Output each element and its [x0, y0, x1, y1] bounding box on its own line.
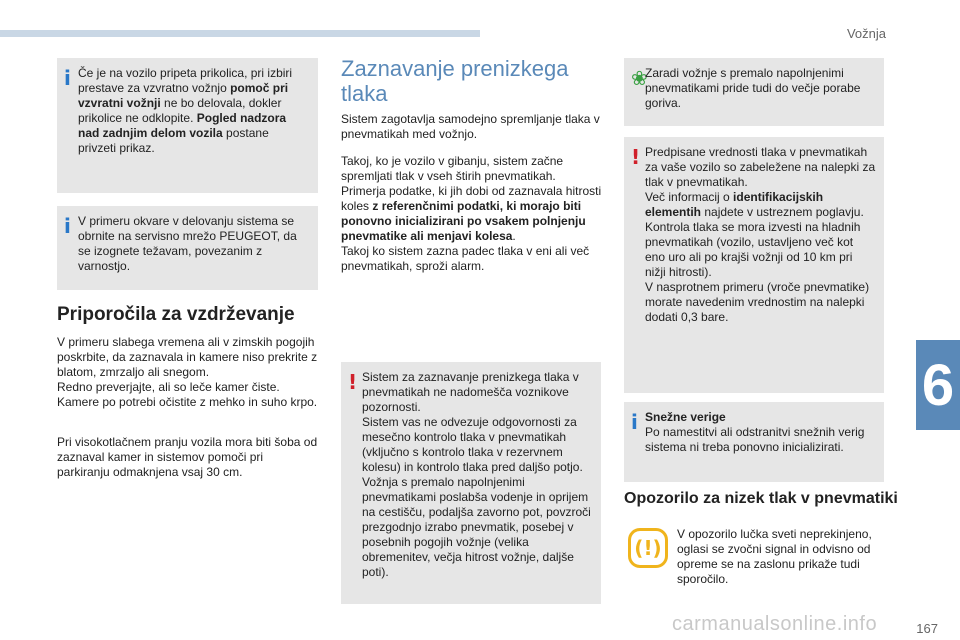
text-bold: z referenčnimi podatki, ki morajo biti ponovno inicializirani po vsakem polnjenju pnevmatike ali menjavi kolesa	[341, 199, 586, 243]
info-icon: i	[64, 214, 71, 238]
paragraph: Sistem zagotavlja samodejno spremljanje tlaka v pnevmatikah med vožnjo.	[341, 112, 600, 141]
warning-box-text	[645, 145, 876, 325]
paragraph-line	[341, 154, 603, 244]
watermark: carmanualsonline.info	[672, 613, 878, 635]
paragraph-line: Kontrola tlaka se mora izvesti na hladnih pnevmatikah (vozilo, ustavljeno več kot eno uro ali po krajši vožnji od 10 km pri nižji hitrosti).	[645, 220, 861, 279]
warning-icon: !	[631, 145, 641, 169]
info-box-text	[78, 66, 310, 156]
paragraph-line: V nasprotnem primeru (vroče pnevmatike) morate navedenim vrednostim na nalepki dodati 0,3 bare.	[645, 280, 870, 324]
section-title-tpms: Zaznavanje prenizkega tlaka	[341, 56, 569, 106]
warning-box-text	[362, 370, 593, 580]
eco-box-text: Zaradi vožnje s premalo napolnjenimi pnevmatikami pride tudi do večje porabe goriva.	[645, 66, 861, 110]
paragraph	[341, 154, 603, 274]
paragraph-line: Redno preverjajte, ali so leče kamer čiste. Kamere po potrebi očistite z mehko in suho krpo.	[57, 380, 318, 409]
text-run: Takoj, ko je vozilo v gibanju, sistem začne spremljati tlak v vseh štirih pnevmatikah. Primerja podatke, ki jih dobi od zaznavala hitrosti koles	[341, 154, 602, 213]
info-box-fault	[57, 206, 318, 290]
chapter-name: Vožnja	[846, 26, 886, 41]
info-box-snow-chains	[624, 402, 884, 482]
paragraph-line: Predpisane vrednosti tlaka v pnevmatikah za vaše vozilo so zabeležene na nalepki za tlak v pnevmatikah.	[645, 145, 876, 189]
paragraph: V opozorilo lučka sveti neprekinjeno, oglasi se zvočni signal in odvisno od opreme se na zaslonu prikaže tudi sporočilo.	[677, 527, 872, 586]
info-icon: i	[64, 66, 71, 90]
info-box-text: V primeru okvare v delovanju sistema se obrnite na servisno mrežo PEUGEOT, da se izognete težavam, povezanim z varnostjo.	[78, 214, 297, 273]
warning-box-pressure	[624, 137, 884, 393]
text-run: Več informacij o	[645, 190, 734, 204]
text-run: najdete v ustreznem poglavju.	[701, 205, 864, 219]
text-bold: Pogled nadzora nad zadnjim delom vozila	[78, 111, 287, 140]
warning-icon: !	[348, 370, 358, 394]
section-title-maintenance: Priporočila za vzdrževanje	[57, 304, 295, 325]
text-run: ne bo delovala, dokler prikolice ne odklopite.	[78, 96, 282, 125]
text-bold: pomoč pri vzvratni vožnji	[78, 81, 289, 110]
info-box-trailer	[57, 58, 318, 193]
text-run: .	[512, 229, 516, 243]
text-bold: identifikacijskih elementih	[645, 190, 824, 219]
paragraph-line	[645, 190, 876, 220]
info-icon: i	[631, 410, 638, 434]
tyre-pressure-warning-icon: (!)	[628, 528, 668, 568]
paragraph-line: Sistem vas ne odvezuje odgovornosti za mesečno kontrolo tlaka v pnevmatikah (vključno s kontrolo tlaka v rezervnem kolesu) in kontrolo tlaka pred daljšo potjo.	[362, 415, 583, 474]
text-run: Če je na vozilo pripeta prikolica, pri izbiri prestave za vzvratno vožnjo	[78, 66, 293, 95]
paragraph-line: V primeru slabega vremena ali v zimskih pogojih poskrbite, da zaznavala in kamere niso prekrite z blatom, zmrzaljo ali snegom.	[57, 335, 318, 379]
text-run: postane privzeti prikaz.	[78, 126, 269, 155]
chapter-tab: 6	[916, 340, 960, 430]
info-box-title: Snežne verige	[645, 410, 726, 424]
page-number: 167	[916, 621, 938, 636]
paragraph	[57, 335, 319, 410]
paragraph-line: Po namestitvi ali odstranitvi snežnih verig sistema ni treba ponovno inicializirati.	[645, 425, 865, 454]
paragraph-line: Takoj ko sistem zazna padec tlaka v eni ali več pnevmatikah, sproži alarm.	[341, 244, 590, 273]
header-bar	[0, 30, 480, 37]
leaf-icon: ❀	[631, 66, 648, 90]
warning-box-tpms	[341, 362, 601, 604]
paragraph-line: Sistem za zaznavanje prenizkega tlaka v pnevmatikah ne nadomešča voznikove pozornosti.	[362, 370, 579, 414]
eco-box-fuel	[624, 58, 884, 126]
info-box-text	[645, 410, 876, 455]
paragraph-line: Vožnja s premalo napolnjenimi pnevmatikami poslabša vodenje in oprijem na cestišču, podaljša zavorno pot, povzroči prezgodnjo izrabo pnevmatik, posebej v posebnih pogojih vožnje (velika obremenitev, večja hitrost vožnje, daljše poti).	[362, 475, 591, 579]
paragraph: Pri visokotlačnem pranju vozila mora biti šoba od zaznaval kamer in sistemov pomoči pri parkiranju odmaknjena vsaj 30 cm.	[57, 435, 318, 479]
section-title-low-pressure: Opozorilo za nizek tlak v pnevmatiki	[624, 490, 898, 507]
